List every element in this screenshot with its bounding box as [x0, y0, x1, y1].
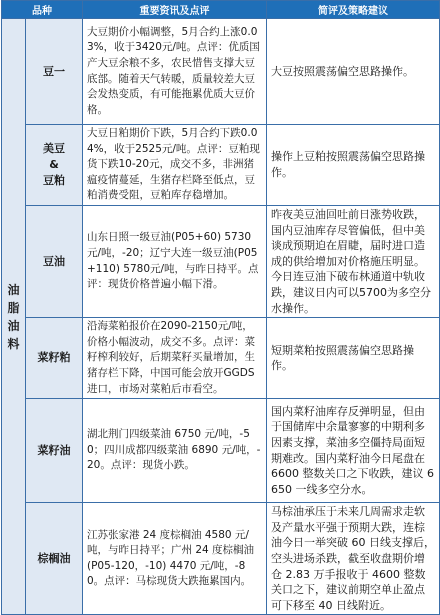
- table-row: [2, 503, 440, 615]
- news-cell: 湖北荆门四级菜油 6750 元/吨，-50；四川成都四级菜油 6890 元/吨，-20。点评：现货小跌。: [83, 399, 267, 503]
- category-cell: [2, 19, 26, 615]
- header-news: 重要资讯及点评: [83, 1, 267, 19]
- category-label: 油 脂 油 料: [7, 282, 20, 351]
- news-cell: 大豆期价小幅调整，5月合约上涨0.03%，收于3420元/吨。点评：优质国产大豆余粮不多，农民惜售支撑大豆底部。随着天气转暖，质量较差大豆会发热变质，有可能拖累优质大豆价格。: [83, 19, 267, 125]
- advice-cell: 马棕油承压于未来几周需求走软及产量水平强于预期大跌，连棕油今日一举突破 60 日线支撑后，空头进场杀跌，截至收盘期价增仓 2.83 万手报收于 4600 整数关口之下，建议前期空单止盈点可下移至 40 日线附近。: [267, 503, 440, 615]
- table-row: [2, 206, 440, 318]
- advice-cell: 短期菜粕按照震荡偏空思路操作。: [267, 318, 440, 399]
- header-category: 品种: [2, 1, 83, 19]
- header-advice: 简评及策略建议: [267, 1, 440, 19]
- strategy-table: [1, 0, 440, 615]
- news-cell: 江苏张家港 24 度棕榈油 4580 元/吨，与昨日持平；广州 24 度棕榈油(P05-120，-10) 4470 元/吨，-80。点评：马棕现货大跌拖累国内。: [83, 503, 267, 615]
- variety-cell: 菜籽油: [26, 399, 83, 503]
- table-row: [2, 19, 440, 125]
- news-cell: 大豆日粕期价下跌，5月合约下跌0.04%，收于2525元/吨。点评：豆粕现货下跌10-20元，成交不多，非洲猪瘟疫情蔓延，生猪存栏降至低点，豆粕消费受阻，豆粕库存稳增加。: [83, 125, 267, 206]
- variety-cell: 菜籽粕: [26, 318, 83, 399]
- variety-cell: [26, 125, 83, 206]
- variety-label: 美豆 & 豆粕: [43, 142, 65, 187]
- table-row: [2, 125, 440, 206]
- variety-cell: 豆油: [26, 206, 83, 318]
- news-cell: 山东日照一级豆油(P05+60) 5730元/吨，-20；辽宁大连一级豆油(P05+110) 5780元/吨，与昨日持平。点评：现货价格普遍小幅下滑。: [83, 206, 267, 318]
- table-row: [2, 318, 440, 399]
- advice-cell: 昨夜美豆油回吐前日涨势收跌，国内豆油库存尽管偏低，但中美谈成预期迫在眉睫，届时进口造成的供给增加对价格施压明显。今日连豆油下破布林通道中轨收跌，建议日内可以5700为多空分水操作。: [267, 206, 440, 318]
- table-row: [2, 399, 440, 503]
- advice-cell: 操作上豆粕按照震荡偏空思路操作。: [267, 125, 440, 206]
- advice-cell: 国内菜籽油库存反弹明显，但由于国储库中余量寥寥的中期利多因素支撑，菜油多空僵持局面短期难改。国内菜籽油今日尾盘在 6600 整数关口之下收跌，建议 6650 一线多空分水。: [267, 399, 440, 503]
- header-row: [2, 1, 440, 19]
- advice-cell: 大豆按照震荡偏空思路操作。: [267, 19, 440, 125]
- variety-cell: 豆一: [26, 19, 83, 125]
- variety-cell: 棕榈油: [26, 503, 83, 615]
- news-cell: 沿海菜粕报价在2090-2150元/吨，价格小幅波动，成交不多。点评：菜籽榨利较好，后期菜籽买量增加，生猪存栏下降，中国可能会放开GGDS进口，市场对菜粕后市看空。: [83, 318, 267, 399]
